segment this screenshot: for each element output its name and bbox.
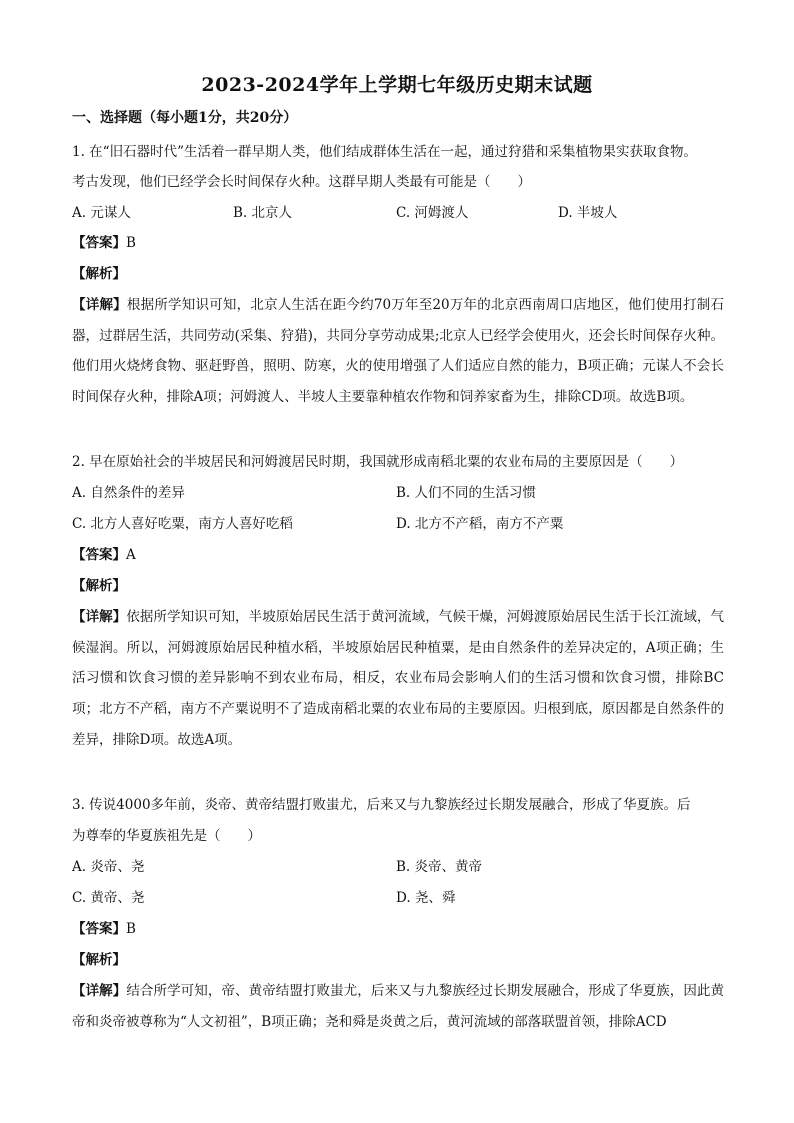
q1-answer [72,233,136,253]
detail-tag: 【详解】 [72,983,127,999]
q1-option-a: A. 元谋人 [72,205,131,221]
q1-analysis-tag: 【解析】 [72,266,126,282]
detail-text: 根据所学知识可知，北京人生活在距今约70万年至20万年的北京西南周口店地区，他们使用打制石器，过群居生活，共同劳动(采集、狩猎)，共同分享劳动成果;北京人已经学会使用火，还会长时间保存火种。他们用火烧烤食物、驱赶野兽，照明、防寒，火的使用增强了人们适应自然的能力，B项正确；元谋人不会长时间保存火种，排除A项；河姆渡人、半坡人主要靠种植农作物和饲养家畜为生，排除CD项。故选B项。 [72,297,725,406]
q2-stem: 2. 早在原始社会的半坡居民和河姆渡居民时期，我国就形成南稻北粟的农业布局的主要原因是（ ） [72,454,684,470]
q2-analysis-tag: 【解析】 [72,578,126,594]
q3-option-c: C. 黄帝、尧 [72,890,145,906]
detail-tag: 【详解】 [72,609,127,625]
q2-option-d: D. 北方不产稻，南方不产粟 [396,516,564,532]
q1-stem-line1: 1. 在“旧石器时代”生活着一群早期人类，他们结成群体生活在一起，通过狩猎和采集植物果实获取食物。 [72,144,697,160]
q3-option-b: B. 炎帝、黄帝 [396,859,483,875]
answer-tag: 【答案】 [72,235,126,251]
detail-text: 结合所学可知，帝、黄帝结盟打败蚩尤，后来又与九黎族经过长期发展融合，形成了华夏族，因此黄帝和炎帝被尊称为“人文初祖”，B项正确；尧和舜是炎黄之后，黄河流域的部落联盟首领，排除ACD [72,983,725,1030]
answer-tag: 【答案】 [72,921,126,937]
q3-stem-line2: 为尊奉的华夏族祖先是（ ） [72,828,261,844]
q3-analysis-tag: 【解析】 [72,952,126,968]
q3-stem-line1: 3. 传说4000多年前，炎帝、黄帝结盟打败蚩尤，后来又与九黎族经过长期发展融合，形成了华夏族。后 [72,797,691,813]
q2-option-b: B. 人们不同的生活习惯 [396,485,537,501]
q1-option-c: C. 河姆渡人 [396,205,469,221]
q1-option-d: D. 半坡人 [558,205,618,221]
q1-option-b: B. 北京人 [233,205,293,221]
answer-tag: 【答案】 [72,547,126,563]
detail-tag: 【详解】 [72,297,127,313]
q3-option-a: A. 炎帝、尧 [72,859,145,875]
q2-answer [72,545,136,565]
detail-text: 依据所学知识可知，半坡原始居民生活于黄河流域，气候干燥，河姆渡原始居民生活于长江流域，气候湿润。所以，河姆渡原始居民种植水稻，半坡原始居民种植粟，是由自然条件的差异决定的，A项正确；生活习惯和饮食习惯的差异影响不到农业布局，相反，农业布局会影响人们的生活习惯和饮食习惯，排除BC项；北方不产稻，南方不产粟说明不了造成南稻北粟的农业布局的主要原因。归根到底，原因都是自然条件的差异，排除D项。故选A项。 [72,609,725,748]
q2-detail [72,602,724,756]
answer-value: A [126,547,136,563]
q1-detail [72,290,724,413]
q1-stem-line2: 考古发现，他们已经学会长时间保存火种。这群早期人类最有可能是（ ） [72,174,531,190]
q3-answer [72,919,136,939]
section-heading: 一、选择题（每小题1分，共20分） [72,110,298,126]
q2-option-a: A. 自然条件的差异 [72,485,185,501]
page-title: 2023-2024学年上学期七年级历史期末试题 [201,74,593,96]
q3-option-d: D. 尧、舜 [396,890,456,906]
answer-value: B [126,921,136,937]
q3-detail [72,976,724,1037]
answer-value: B [126,235,136,251]
q2-option-c: C. 北方人喜好吃粟，南方人喜好吃稻 [72,516,293,532]
